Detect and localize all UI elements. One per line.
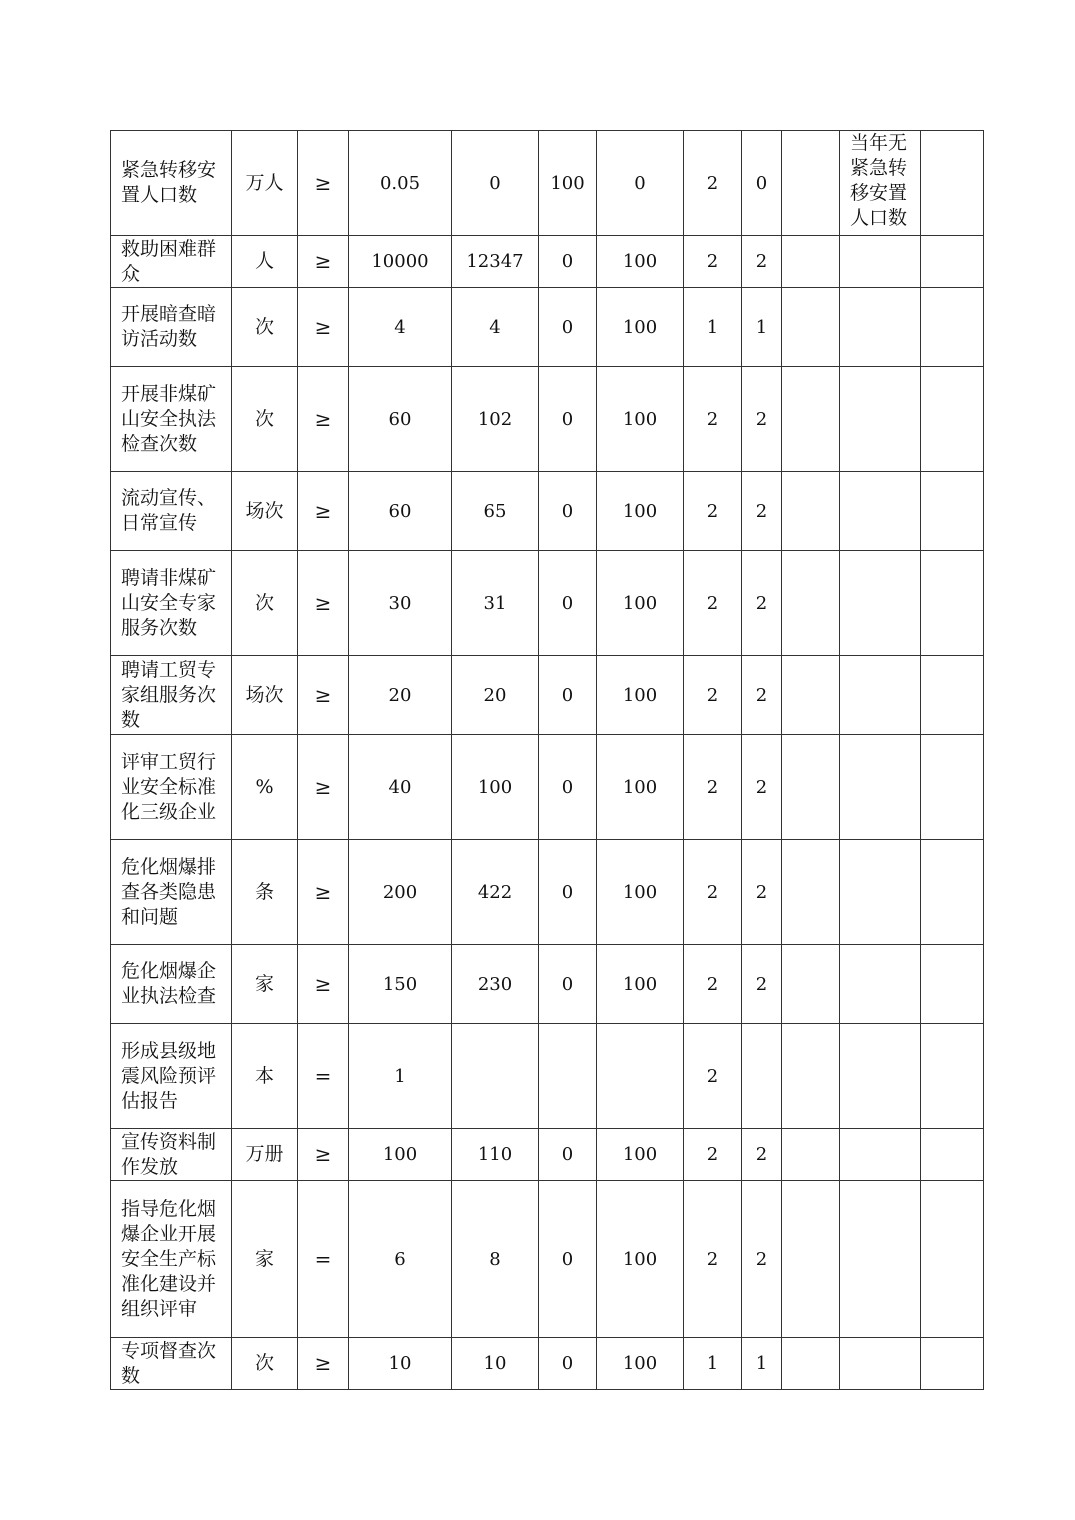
extra-cell xyxy=(921,131,984,236)
value-cell: 0 xyxy=(539,288,597,367)
score-cell: 2 xyxy=(742,236,782,288)
remark-cell xyxy=(782,1024,840,1129)
operator-cell: ≥ xyxy=(298,1129,349,1181)
weight-cell: 2 xyxy=(684,367,742,472)
extra-cell xyxy=(921,656,984,735)
unit-cell: 场次 xyxy=(232,656,298,735)
value-cell: 0 xyxy=(539,1129,597,1181)
target-value-cell: 60 xyxy=(349,367,452,472)
note-cell xyxy=(840,551,921,656)
target-value-cell: 6 xyxy=(349,1181,452,1338)
extra-cell xyxy=(921,1181,984,1338)
table-row xyxy=(111,236,984,288)
weight-cell: 2 xyxy=(684,840,742,945)
actual-value-cell: 422 xyxy=(452,840,539,945)
weight-cell: 2 xyxy=(684,1181,742,1338)
remark-cell xyxy=(782,288,840,367)
operator-cell: = xyxy=(298,1181,349,1338)
indicator-name: 聘请工贸专家组服务次数 xyxy=(111,656,232,735)
operator-cell: = xyxy=(298,1024,349,1129)
extra-cell xyxy=(921,1024,984,1129)
operator-cell: ≥ xyxy=(298,656,349,735)
score-cell: 2 xyxy=(742,367,782,472)
remark-cell xyxy=(782,1338,840,1390)
operator-cell: ≥ xyxy=(298,288,349,367)
remark-cell xyxy=(782,367,840,472)
score-cell: 2 xyxy=(742,472,782,551)
operator-cell: ≥ xyxy=(298,472,349,551)
remark-cell xyxy=(782,131,840,236)
value-cell: 100 xyxy=(597,236,684,288)
score-cell: 2 xyxy=(742,735,782,840)
table-row xyxy=(111,367,984,472)
actual-value-cell: 230 xyxy=(452,945,539,1024)
value-cell: 0 xyxy=(539,656,597,735)
unit-cell: 场次 xyxy=(232,472,298,551)
target-value-cell: 4 xyxy=(349,288,452,367)
value-cell: 0 xyxy=(539,1181,597,1338)
indicator-name: 评审工贸行业安全标准化三级企业 xyxy=(111,735,232,840)
value-cell: 0 xyxy=(539,945,597,1024)
operator-cell: ≥ xyxy=(298,945,349,1024)
remark-cell xyxy=(782,945,840,1024)
unit-cell: 家 xyxy=(232,1181,298,1338)
indicator-name: 形成县级地震风险预评估报告 xyxy=(111,1024,232,1129)
value-cell: 100 xyxy=(597,288,684,367)
target-value-cell: 100 xyxy=(349,1129,452,1181)
actual-value-cell: 100 xyxy=(452,735,539,840)
table-row xyxy=(111,735,984,840)
score-cell: 2 xyxy=(742,945,782,1024)
unit-cell: 次 xyxy=(232,1338,298,1390)
note-cell xyxy=(840,656,921,735)
actual-value-cell xyxy=(452,1024,539,1129)
weight-cell: 1 xyxy=(684,1338,742,1390)
table-row xyxy=(111,472,984,551)
value-cell: 100 xyxy=(597,945,684,1024)
note-cell xyxy=(840,1024,921,1129)
extra-cell xyxy=(921,735,984,840)
indicator-name: 危化烟爆排查各类隐患和问题 xyxy=(111,840,232,945)
actual-value-cell: 110 xyxy=(452,1129,539,1181)
operator-cell: ≥ xyxy=(298,735,349,840)
indicator-name: 救助困难群众 xyxy=(111,236,232,288)
table-row xyxy=(111,1129,984,1181)
value-cell: 0 xyxy=(539,735,597,840)
unit-cell: 次 xyxy=(232,288,298,367)
performance-table xyxy=(110,130,984,1390)
target-value-cell: 10 xyxy=(349,1338,452,1390)
weight-cell: 2 xyxy=(684,1024,742,1129)
actual-value-cell: 102 xyxy=(452,367,539,472)
operator-cell: ≥ xyxy=(298,131,349,236)
unit-cell: 家 xyxy=(232,945,298,1024)
value-cell: 0 xyxy=(597,131,684,236)
value-cell: 100 xyxy=(597,735,684,840)
value-cell: 100 xyxy=(597,1338,684,1390)
indicator-name: 专项督查次数 xyxy=(111,1338,232,1390)
actual-value-cell: 8 xyxy=(452,1181,539,1338)
score-cell: 1 xyxy=(742,1338,782,1390)
weight-cell: 2 xyxy=(684,131,742,236)
indicator-name: 紧急转移安置人口数 xyxy=(111,131,232,236)
weight-cell: 2 xyxy=(684,735,742,840)
weight-cell: 2 xyxy=(684,236,742,288)
table-body xyxy=(111,131,984,1390)
remark-cell xyxy=(782,840,840,945)
indicator-name: 宣传资料制作发放 xyxy=(111,1129,232,1181)
indicator-name: 开展非煤矿山安全执法检查次数 xyxy=(111,367,232,472)
table-row xyxy=(111,1024,984,1129)
unit-cell: 万册 xyxy=(232,1129,298,1181)
operator-cell: ≥ xyxy=(298,551,349,656)
extra-cell xyxy=(921,840,984,945)
extra-cell xyxy=(921,1338,984,1390)
remark-cell xyxy=(782,551,840,656)
remark-cell xyxy=(782,236,840,288)
score-cell: 2 xyxy=(742,656,782,735)
note-cell xyxy=(840,1129,921,1181)
unit-cell: 本 xyxy=(232,1024,298,1129)
operator-cell: ≥ xyxy=(298,236,349,288)
value-cell: 100 xyxy=(597,367,684,472)
weight-cell: 1 xyxy=(684,288,742,367)
table-row xyxy=(111,945,984,1024)
target-value-cell: 30 xyxy=(349,551,452,656)
value-cell: 100 xyxy=(597,1129,684,1181)
actual-value-cell: 20 xyxy=(452,656,539,735)
weight-cell: 2 xyxy=(684,656,742,735)
remark-cell xyxy=(782,472,840,551)
value-cell: 0 xyxy=(539,840,597,945)
indicator-name: 聘请非煤矿山安全专家服务次数 xyxy=(111,551,232,656)
extra-cell xyxy=(921,945,984,1024)
target-value-cell: 10000 xyxy=(349,236,452,288)
table-row xyxy=(111,288,984,367)
operator-cell: ≥ xyxy=(298,840,349,945)
target-value-cell: 60 xyxy=(349,472,452,551)
actual-value-cell: 65 xyxy=(452,472,539,551)
remark-cell xyxy=(782,1181,840,1338)
score-cell: 1 xyxy=(742,288,782,367)
actual-value-cell: 31 xyxy=(452,551,539,656)
note-cell xyxy=(840,1181,921,1338)
remark-cell xyxy=(782,1129,840,1181)
extra-cell xyxy=(921,236,984,288)
note-cell xyxy=(840,735,921,840)
table-row xyxy=(111,1181,984,1338)
target-value-cell: 200 xyxy=(349,840,452,945)
indicator-name: 指导危化烟爆企业开展安全生产标准化建设并组织评审 xyxy=(111,1181,232,1338)
extra-cell xyxy=(921,1129,984,1181)
score-cell: 2 xyxy=(742,1129,782,1181)
note-cell xyxy=(840,288,921,367)
score-cell: 2 xyxy=(742,551,782,656)
value-cell: 0 xyxy=(539,1338,597,1390)
unit-cell: % xyxy=(232,735,298,840)
score-cell: 2 xyxy=(742,840,782,945)
value-cell: 100 xyxy=(597,551,684,656)
extra-cell xyxy=(921,367,984,472)
note-cell xyxy=(840,472,921,551)
value-cell: 100 xyxy=(539,131,597,236)
extra-cell xyxy=(921,288,984,367)
value-cell: 0 xyxy=(539,367,597,472)
score-cell: 0 xyxy=(742,131,782,236)
target-value-cell: 150 xyxy=(349,945,452,1024)
value-cell: 0 xyxy=(539,472,597,551)
note-cell xyxy=(840,945,921,1024)
unit-cell: 次 xyxy=(232,551,298,656)
table-row xyxy=(111,656,984,735)
table-row xyxy=(111,551,984,656)
table-row xyxy=(111,840,984,945)
actual-value-cell: 0 xyxy=(452,131,539,236)
indicator-name: 开展暗查暗访活动数 xyxy=(111,288,232,367)
value-cell: 0 xyxy=(539,236,597,288)
value-cell: 0 xyxy=(539,551,597,656)
actual-value-cell: 12347 xyxy=(452,236,539,288)
unit-cell: 万人 xyxy=(232,131,298,236)
extra-cell xyxy=(921,551,984,656)
note-cell xyxy=(840,367,921,472)
operator-cell: ≥ xyxy=(298,367,349,472)
actual-value-cell: 10 xyxy=(452,1338,539,1390)
table-row xyxy=(111,1338,984,1390)
table-row xyxy=(111,131,984,236)
value-cell: 100 xyxy=(597,472,684,551)
note-cell xyxy=(840,840,921,945)
remark-cell xyxy=(782,735,840,840)
extra-cell xyxy=(921,472,984,551)
target-value-cell: 20 xyxy=(349,656,452,735)
weight-cell: 2 xyxy=(684,472,742,551)
weight-cell: 2 xyxy=(684,551,742,656)
value-cell: 100 xyxy=(597,840,684,945)
value-cell xyxy=(539,1024,597,1129)
note-cell: 当年无紧急转移安置人口数 xyxy=(840,131,921,236)
value-cell: 100 xyxy=(597,656,684,735)
target-value-cell: 40 xyxy=(349,735,452,840)
remark-cell xyxy=(782,656,840,735)
unit-cell: 条 xyxy=(232,840,298,945)
weight-cell: 2 xyxy=(684,945,742,1024)
unit-cell: 次 xyxy=(232,367,298,472)
weight-cell: 2 xyxy=(684,1129,742,1181)
actual-value-cell: 4 xyxy=(452,288,539,367)
value-cell xyxy=(597,1024,684,1129)
score-cell: 2 xyxy=(742,1181,782,1338)
note-cell xyxy=(840,236,921,288)
target-value-cell: 0.05 xyxy=(349,131,452,236)
score-cell xyxy=(742,1024,782,1129)
unit-cell: 人 xyxy=(232,236,298,288)
indicator-name: 危化烟爆企业执法检查 xyxy=(111,945,232,1024)
note-cell xyxy=(840,1338,921,1390)
indicator-name: 流动宣传、日常宣传 xyxy=(111,472,232,551)
target-value-cell: 1 xyxy=(349,1024,452,1129)
value-cell: 100 xyxy=(597,1181,684,1338)
operator-cell: ≥ xyxy=(298,1338,349,1390)
